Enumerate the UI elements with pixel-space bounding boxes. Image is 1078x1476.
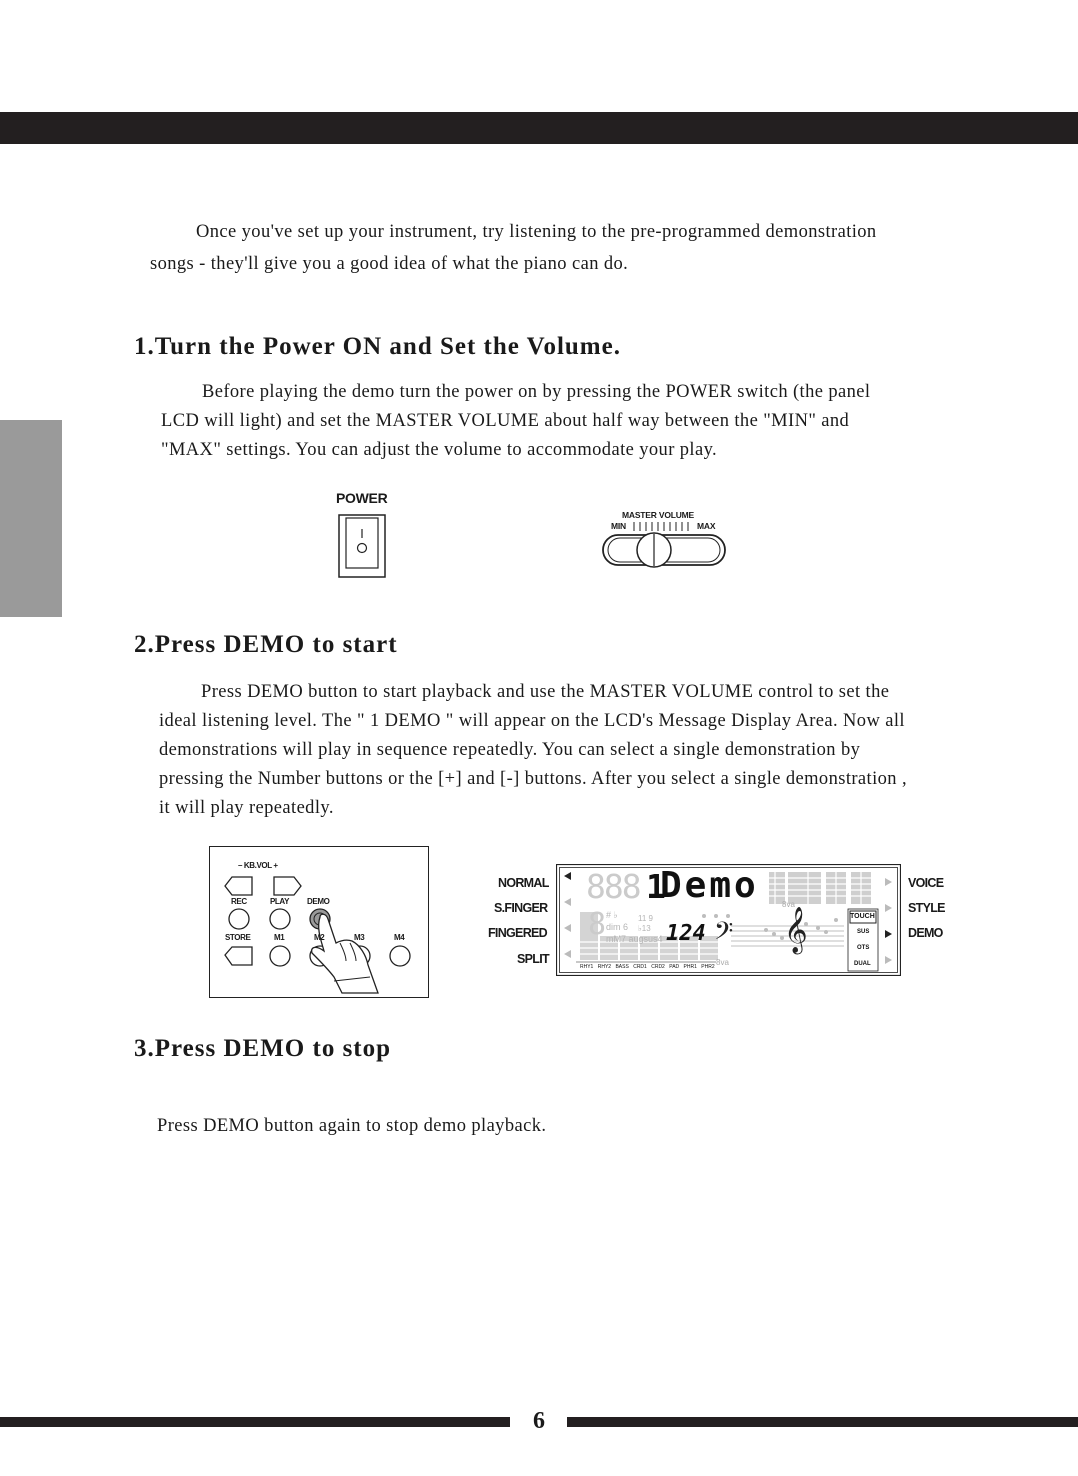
intro-line-1: Once you've set up your instrument, try listening to the pre-programmed demonstration bbox=[196, 222, 877, 242]
power-label: POWER bbox=[336, 490, 388, 506]
lcd-tempo: 124 bbox=[666, 921, 706, 946]
kb-vol-up-button bbox=[274, 877, 301, 895]
demo-label: DEMO bbox=[307, 897, 330, 906]
track-phr1: PHR1 bbox=[683, 964, 697, 970]
track-rhy2: RHY2 bbox=[597, 964, 612, 970]
play-button bbox=[270, 909, 290, 929]
lcd-song-number: 1 bbox=[646, 867, 666, 906]
power-switch[interactable] bbox=[336, 512, 388, 580]
kb-vol-label: – KB.VOL + bbox=[238, 861, 278, 870]
footer-rule-left bbox=[0, 1417, 510, 1427]
section-1-line: "MAX" settings. You can adjust the volume to accommodate your play. bbox=[161, 440, 718, 460]
section-1-heading: 1.Turn the Power ON and Set the Volume. bbox=[134, 333, 621, 360]
lcd-chord-root: 8 bbox=[588, 907, 607, 942]
m3-label: M3 bbox=[354, 933, 365, 942]
store-label: STORE bbox=[225, 933, 251, 942]
master-volume-max: MAX bbox=[697, 521, 716, 531]
section-1-line: Before playing the demo turn the power on by pressing the POWER switch (the panel bbox=[202, 382, 871, 402]
lcd-chord-num-2: ♭13 bbox=[638, 924, 651, 933]
lcd-label-sfinger: S.FINGER bbox=[494, 901, 548, 915]
play-label: PLAY bbox=[270, 897, 290, 906]
lcd-label-style: STYLE bbox=[908, 901, 945, 915]
section-2-line: Press DEMO button to start playback and use the MASTER VOLUME control to set the bbox=[201, 682, 890, 702]
lcd-track-labels bbox=[580, 964, 715, 970]
kb-vol-down-button bbox=[225, 877, 252, 895]
lcd-mode-touch: TOUCH bbox=[850, 913, 875, 920]
lcd-label-split: SPLIT bbox=[517, 952, 549, 966]
m1-label: M1 bbox=[274, 933, 285, 942]
lcd-display bbox=[556, 864, 901, 976]
lcd-chord-types: dim 6 bbox=[606, 922, 629, 932]
lcd-mode-ots: OTS bbox=[857, 945, 870, 951]
master-volume-slider[interactable] bbox=[600, 520, 730, 570]
section-3-paragraph bbox=[157, 1110, 546, 1142]
master-volume-title: MASTER VOLUME bbox=[622, 510, 695, 520]
section-2-line: demonstrations will play in sequence repeatedly. You can select a single demonstration by bbox=[159, 740, 861, 760]
intro-paragraph bbox=[150, 216, 877, 280]
intro-line-2: songs - they'll give you a good idea of what the piano can do. bbox=[150, 254, 629, 274]
m1-button bbox=[270, 946, 290, 966]
lcd-octave-down: 8va bbox=[716, 958, 729, 967]
section-2-heading: 2.Press DEMO to start bbox=[134, 631, 398, 658]
track-pad: PAD bbox=[669, 964, 680, 970]
side-tab bbox=[0, 420, 62, 617]
track-crd1: CRD1 bbox=[633, 964, 647, 970]
lcd-octave-up: 8va bbox=[782, 900, 795, 909]
section-2-line: ideal listening level. The " 1 DEMO " will appear on the LCD's Message Display Area. Now all bbox=[159, 711, 905, 731]
lcd-label-voice: VOICE bbox=[908, 876, 944, 890]
lcd-dim-digits: 888 bbox=[586, 867, 640, 906]
footer-rule-right bbox=[567, 1417, 1078, 1427]
header-bar bbox=[0, 112, 1078, 144]
section-2-paragraph bbox=[159, 678, 907, 823]
track-rhy1: RHY1 bbox=[580, 964, 594, 970]
volume-scale-ticks bbox=[634, 522, 688, 531]
track-phr2: PHR2 bbox=[701, 964, 715, 970]
section-3-heading: 3.Press DEMO to stop bbox=[134, 1035, 392, 1062]
m4-button bbox=[390, 946, 410, 966]
treble-clef-icon: 𝄞 bbox=[784, 908, 808, 952]
lcd-chord-accidentals: # ♭ bbox=[606, 910, 618, 920]
section-1-line: LCD will light) and set the MASTER VOLUME about half way between the "MIN" and bbox=[161, 411, 850, 431]
bass-clef-icon: 𝄢 bbox=[714, 918, 734, 951]
lcd-mode-dual: DUAL bbox=[854, 961, 871, 967]
m4-label: M4 bbox=[394, 933, 405, 942]
master-volume-min: MIN bbox=[611, 521, 626, 531]
lcd-chord-num-1: 11 9 bbox=[638, 914, 653, 923]
lcd-message: Demo bbox=[660, 865, 759, 906]
track-bass: BASS bbox=[615, 964, 629, 970]
section-3-line: Press DEMO button again to stop demo playback. bbox=[157, 1116, 547, 1136]
rec-label: REC bbox=[231, 897, 247, 906]
lcd-chord-types-2: mM7 augsus4 bbox=[606, 934, 663, 944]
lcd-label-demo: DEMO bbox=[908, 926, 943, 940]
section-1-paragraph bbox=[161, 378, 870, 465]
section-2-line: pressing the Number buttons or the [+] and [-] buttons. After you select a single demonstration , bbox=[159, 769, 907, 789]
lcd-label-fingered: FINGERED bbox=[488, 926, 547, 940]
section-2-line: it will play repeatedly. bbox=[159, 798, 334, 818]
store-button bbox=[225, 947, 252, 965]
rec-button bbox=[229, 909, 249, 929]
m2-label: M2 bbox=[314, 933, 325, 942]
track-crd2: CRD2 bbox=[651, 964, 665, 970]
lcd-mode-sus: SUS bbox=[857, 929, 870, 935]
lcd-label-normal: NORMAL bbox=[498, 876, 549, 890]
control-panel bbox=[209, 846, 429, 998]
page-number: 6 bbox=[533, 1408, 545, 1434]
